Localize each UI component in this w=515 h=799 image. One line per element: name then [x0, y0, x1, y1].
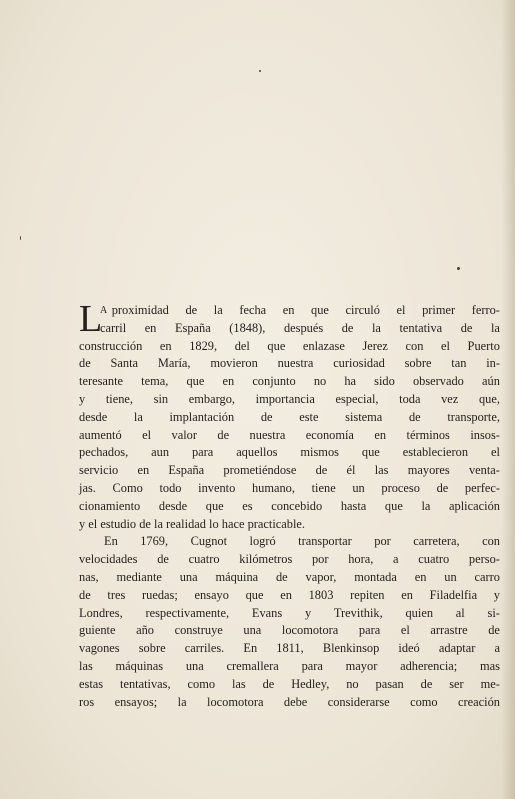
- text-line: [79, 533, 500, 551]
- paragraph-2: [79, 533, 500, 711]
- line-text: ros ensayos; la locomotora debe considerarse como creación: [79, 694, 500, 709]
- line-text: En 1769, Cugnot logró transportar por carretera, con: [104, 534, 500, 549]
- text-line: [79, 676, 500, 694]
- text-line: [79, 462, 500, 480]
- text-line: [79, 516, 500, 534]
- text-line: [79, 391, 500, 409]
- ink-speck: [457, 267, 460, 270]
- text-line: [79, 409, 500, 427]
- text-line: [79, 640, 500, 658]
- text-line: [79, 320, 500, 338]
- text-line: [79, 338, 500, 356]
- line-text: de Santa María, movieron nuestra curiosidad sobre tan in-: [79, 356, 500, 371]
- drop-cap: L: [79, 298, 103, 340]
- line-text: y tiene, sin embargo, importancia especial, toda vez que,: [79, 391, 500, 406]
- line-text: carril en España (1848), después de la tentativa de la: [100, 320, 500, 335]
- text-line: [79, 694, 500, 712]
- text-line: [79, 605, 500, 623]
- body-text: [79, 298, 500, 711]
- line-text: Londres, respectivamente, Evans y Trevithik, quien al si-: [79, 605, 500, 620]
- line-text: aumentó el valor de nuestra economía en términos insos-: [79, 427, 500, 442]
- text-line: [79, 658, 500, 676]
- line-text: servicio en España prometiéndose de él las mayores venta-: [79, 463, 500, 478]
- text-line: [79, 444, 500, 462]
- text-line: [79, 551, 500, 569]
- line-text: teresante tema, que en conjunto no ha sido observado aún: [79, 374, 500, 389]
- line-text: vagones sobre carriles. En 1811, Blenkinsop ideó adaptar a: [79, 641, 500, 656]
- first-word-rest: A: [100, 305, 108, 316]
- line-text: pechados, aun para aquellos mismos que establecieron el: [79, 445, 500, 460]
- text-line: [79, 587, 500, 605]
- line-text: y el estudio de la realidad lo hace practicable.: [79, 516, 306, 531]
- text-line: [79, 498, 500, 516]
- line-text: cionamiento desde que es concebido hasta que la aplicación: [79, 498, 500, 513]
- line-text: estas tentativas, como las de Hedley, no pasan de ser me-: [79, 676, 500, 691]
- line-text: jas. Como todo invento humano, tiene un proceso de perfec-: [79, 480, 500, 495]
- text-line: [79, 480, 500, 498]
- line-text: nas, mediante una máquina de vapor, montada en un carro: [79, 569, 500, 584]
- line-text: de tres ruedas; ensayo que en 1803 repiten en Filadelfia y: [79, 587, 500, 602]
- line-text: construcción en 1829, del que enlazase Jerez con el Puerto: [79, 338, 500, 353]
- text-line: [79, 373, 500, 391]
- text-line: [79, 569, 500, 587]
- line-text: velocidades de cuatro kilómetros por hora, a cuatro perso-: [79, 552, 500, 567]
- line-text: proximidad de la fecha en que circuló el primer ferro-: [111, 303, 500, 317]
- text-line: [79, 302, 500, 320]
- text-line: [79, 427, 500, 445]
- line-text: guiente año construye una locomotora para el arrastre de: [79, 623, 500, 638]
- line-text: desde la implantación de este sistema de transporte,: [79, 409, 500, 424]
- text-line: [79, 622, 500, 640]
- ink-speck: [259, 70, 261, 72]
- line-text: las máquinas una cremallera para mayor adherencia; mas: [79, 658, 500, 673]
- paragraph-1: [79, 298, 500, 533]
- ink-speck: [20, 236, 21, 240]
- text-line: [79, 355, 500, 373]
